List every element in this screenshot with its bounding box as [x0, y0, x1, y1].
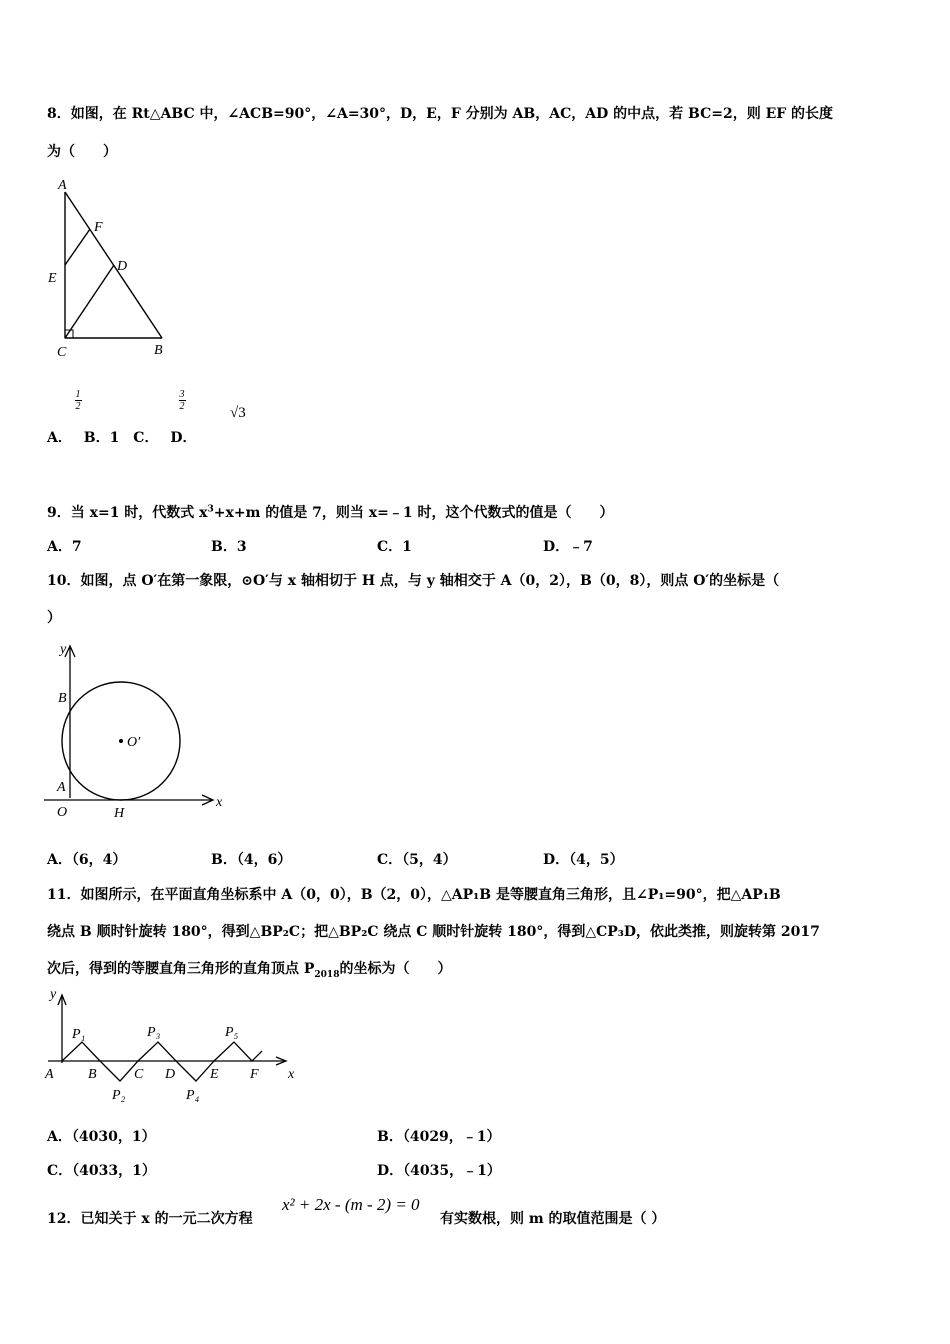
q8-segment-cd: [65, 265, 114, 338]
q8-stem-line1: 8．如图，在 Rt△ABC 中，∠ACB=90°，∠A=30°，D，E，F 分别为 AB，AC，AD 的中点，若 BC=2，则 EF 的长度: [47, 106, 834, 122]
q8-option-a-denominator: 2: [75, 401, 81, 412]
q11-label-p1: P₁: [72, 1027, 86, 1042]
q11-stem-line1: 11．如图所示，在平面直角坐标系中 A（0，0），B（2，0），△AP₁B 是等腰直角三角形，且∠P₁=90°，把△AP₁B: [47, 887, 781, 903]
q9-stem-post: +x+m 的值是 7，则当 x=﹣1 时，这个代数式的值是（ ）: [213, 505, 614, 521]
q10-label-a: A: [57, 780, 66, 795]
q11-label-a: A: [45, 1067, 54, 1082]
q11-option-c: C．（4033，1）: [47, 1163, 156, 1179]
q11-label-d: D: [165, 1067, 176, 1082]
q9-stem-pre: 9．当 x=1 时，代数式 x: [47, 505, 208, 521]
q10-circle-figure: [44, 638, 234, 828]
q8-label-d: D: [117, 259, 128, 274]
q9-option-a: A．7: [47, 539, 82, 555]
q8-stem-line2: 为（ ）: [47, 144, 117, 160]
q11-zigzag-figure: [44, 988, 304, 1108]
q10-label-h: H: [114, 806, 125, 821]
q10-label-o: O: [57, 805, 68, 820]
q8-option-c-fraction: [176, 389, 188, 412]
q11-label-e: E: [210, 1067, 219, 1082]
q10-option-c: C．（5，4）: [377, 852, 457, 868]
q12-stem-post: 有实数根，则 m 的取值范围是（ ）: [440, 1211, 666, 1227]
q11-stem-line3-pre: 次后，得到的等腰直角三角形的直角顶点 P: [47, 961, 315, 977]
q9-option-c: C．1: [377, 539, 412, 555]
q10-label-y: y: [60, 642, 67, 657]
q11-label-x: x: [288, 1067, 295, 1082]
q8-option-c-numerator: 3: [179, 389, 185, 400]
q9-stem: [47, 502, 613, 522]
q8-label-f: F: [94, 220, 103, 235]
q11-label-p4: P₄: [186, 1088, 200, 1103]
q8-label-c: C: [57, 345, 67, 360]
q11-stem-line3-sub: 2018: [314, 969, 340, 980]
q11-option-a: A．（4030，1）: [47, 1129, 156, 1145]
q10-option-b: B．（4，6）: [211, 852, 292, 868]
q10-label-x: x: [216, 795, 223, 810]
q11-label-c: C: [134, 1067, 144, 1082]
q11-label-f: F: [250, 1067, 259, 1082]
q10-label-o-prime: O′: [127, 735, 141, 750]
q11-option-b: B．（4029，﹣1）: [377, 1129, 501, 1145]
q11-label-y: y: [50, 988, 57, 1002]
q11-label-p2: P₂: [112, 1088, 126, 1103]
q8-segment-ef: [65, 229, 90, 265]
q11-label-p5: P₅: [225, 1025, 239, 1040]
q8-option-d-sqrt: √3: [230, 405, 246, 421]
q8-option-a-numerator: 1: [75, 389, 81, 400]
q9-stem-exponent: 3: [207, 504, 214, 515]
q10-option-a: A．（6，4）: [47, 852, 127, 868]
q9-option-b: B．3: [211, 539, 247, 555]
q11-label-b: B: [88, 1067, 97, 1082]
q8-option-c-denominator: 2: [179, 401, 185, 412]
q8-label-a: A: [58, 178, 67, 193]
q8-options: A． B．1 C． D．: [47, 430, 197, 446]
q10-center-point: [119, 739, 123, 743]
q11-stem-line3-post: 的坐标为（ ）: [339, 961, 452, 977]
q11-stem-line2: 绕点 B 顺时针旋转 180°，得到△BP₂C；把△BP₂C 绕点 C 顺时针旋转 180°，得到△CP₃D，依此类推，则旋转第 2017: [47, 924, 820, 940]
q10-label-b: B: [58, 691, 67, 706]
q8-label-e: E: [48, 271, 57, 286]
q12-stem-pre: 12．已知关于 x 的一元二次方程: [47, 1211, 253, 1227]
q8-label-b: B: [154, 343, 163, 358]
q8-triangle-figure: [44, 174, 184, 364]
q11-stem-line3: [47, 958, 451, 980]
q10-stem-line1: 10．如图，点 O′在第一象限，⊙O′与 x 轴相切于 H 点，与 y 轴相交于 A（0，2），B（0，8），则点 O′的坐标是（: [47, 573, 780, 589]
q9-option-d: D．﹣7: [543, 539, 593, 555]
q11-option-d: D．（4035，﹣1）: [377, 1163, 501, 1179]
q11-label-p3: P₃: [147, 1025, 161, 1040]
q10-stem-line2: ）: [47, 610, 61, 626]
q10-option-d: D．（4，5）: [543, 852, 624, 868]
q8-option-a-fraction: [72, 389, 84, 412]
q12-equation: x² + 2x - (m - 2) = 0: [282, 1195, 420, 1214]
